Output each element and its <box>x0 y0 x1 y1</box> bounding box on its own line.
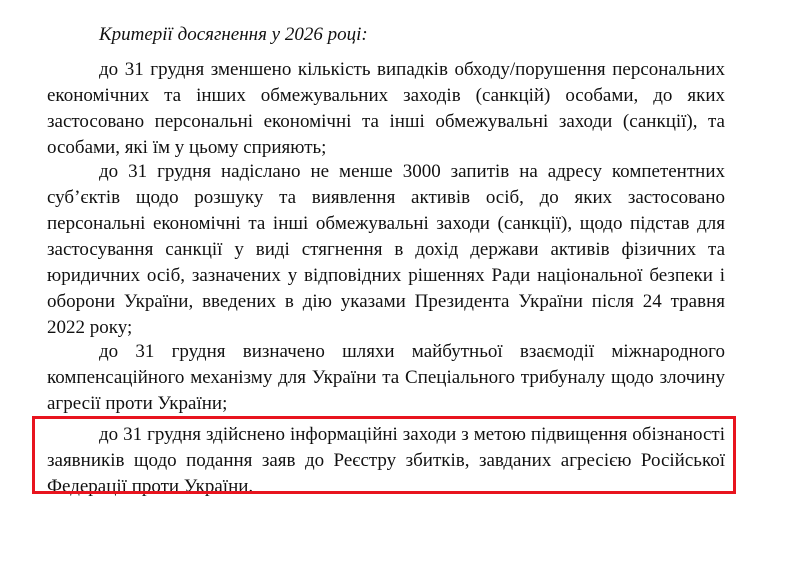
criterion-paragraph-1: до 31 грудня зменшено кількість випадків обходу/порушення персональних економічних та інших обмежувальних заходів (санкцій) особами, до яких застосовано персональні економічні та інші обмежувальні заходи (санкції), та особами, які їм у цьому сприяють; <box>47 59 725 158</box>
criterion-paragraph-2: до 31 грудня надіслано не менше 3000 запитів на адресу компетентних суб’єктів щодо розшуку та виявлення активів осіб, до яких застосовано персональні економічні та інші обмежувальні заходи (санкції), щодо підстав для застосування санкції у виді стягнення в дохід держави активів фізичних та юридичних осіб, зазначених у відповідних рішеннях Ради національної безпеки і оборони України, введених в дію указами Президента України після 24 травня 2022 року; <box>47 161 725 338</box>
criterion-paragraph-3: до 31 грудня визначено шляхи майбутньої взаємодії міжнародного компенсаційного механізму для України та Спеціального трибуналу щодо злочину агресії проти України; <box>47 341 725 414</box>
criteria-heading: Критерії досягнення у 2026 році: <box>99 24 368 45</box>
criterion-paragraph-4-highlighted: до 31 грудня здійснено інформаційні заходи з метою підвищення обізнаності заявників щодо подання заяв до Реєстру збитків, завданих агресією Російської Федерації проти України. <box>47 424 725 497</box>
red-highlight-frame <box>32 416 736 494</box>
